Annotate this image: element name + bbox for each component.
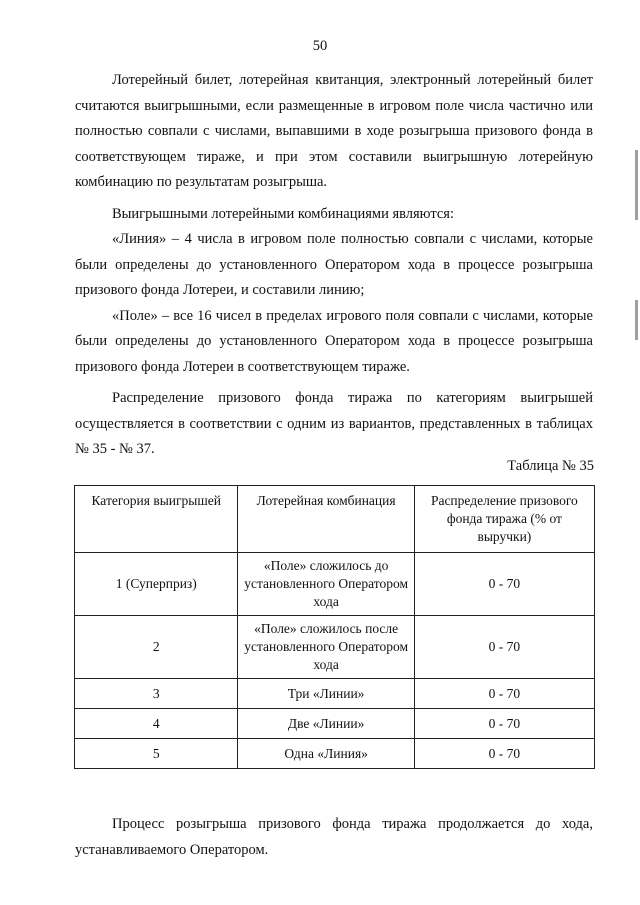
cell-category: 3 <box>75 679 238 709</box>
table-row <box>75 709 595 739</box>
cell-category: 1 (Суперприз) <box>75 553 238 616</box>
header-category: Категория выигрышей <box>75 486 238 553</box>
paragraph-field-definition: «Поле» – все 16 чисел в пределах игрового поля совпали с числами, которые были определены до установленного Оператором хода в процессе розыгрыша призового фонда Лотереи в соответствующем тираже. <box>75 307 593 375</box>
cell-combination: Три «Линии» <box>238 679 414 709</box>
scan-margin-mark <box>635 150 638 220</box>
table-caption: Таблица № 35 <box>507 458 594 474</box>
table-header-row <box>75 486 595 553</box>
cell-combination: «Поле» сложилось после установленного Оператором хода <box>238 616 414 679</box>
prize-distribution-table <box>74 485 595 769</box>
cell-distribution: 0 - 70 <box>414 553 594 616</box>
cell-category: 2 <box>75 616 238 679</box>
table-row <box>75 616 595 679</box>
page-number: 50 <box>312 38 328 54</box>
body-text <box>75 68 593 463</box>
table-row <box>75 553 595 616</box>
cell-distribution: 0 - 70 <box>414 679 594 709</box>
paragraph-line-definition: «Линия» – 4 числа в игровом поле полностью совпали с числами, которые были определены до установленного Оператором хода в процессе розыгрыша призового фонда Лотереи, и составили линию; <box>75 231 593 298</box>
cell-distribution: 0 - 70 <box>414 739 594 769</box>
paragraph-combinations-intro: Выигрышными лотерейными комбинациями являются: <box>112 205 454 222</box>
paragraph-distribution: Распределение призового фонда тиража по категориям выигрышей осуществляется в соответствии с одним из вариантов, представленных в таблицах № 35 - № 37. <box>75 390 593 457</box>
cell-combination: Одна «Линия» <box>238 739 414 769</box>
table-row <box>75 739 595 769</box>
cell-combination: Две «Линии» <box>238 709 414 739</box>
paragraph-winning-tickets: Лотерейный билет, лотерейная квитанция, электронный лотерейный билет считаются выигрышными, если размещенные в игровом поле числа частично или полностью совпали с числами, выпавшими в ходе розыгрыша призового фонда в соответствующем тираже, и при этом составили выигрышную лотерейную комбинацию по результатам розыгрыша. <box>75 72 593 190</box>
cell-distribution: 0 - 70 <box>414 709 594 739</box>
cell-category: 4 <box>75 709 238 739</box>
cell-category: 5 <box>75 739 238 769</box>
header-distribution: Распределение призового фонда тиража (% от выручки) <box>414 486 594 553</box>
scan-margin-mark <box>635 300 638 340</box>
closing-paragraph: Процесс розыгрыша призового фонда тиража продолжается до хода, устанавливаемого Оператором. <box>75 816 593 858</box>
cell-distribution: 0 - 70 <box>414 616 594 679</box>
header-combination: Лотерейная комбинация <box>238 486 414 553</box>
table-row <box>75 679 595 709</box>
cell-combination: «Поле» сложилось до установленного Оператором хода <box>238 553 414 616</box>
